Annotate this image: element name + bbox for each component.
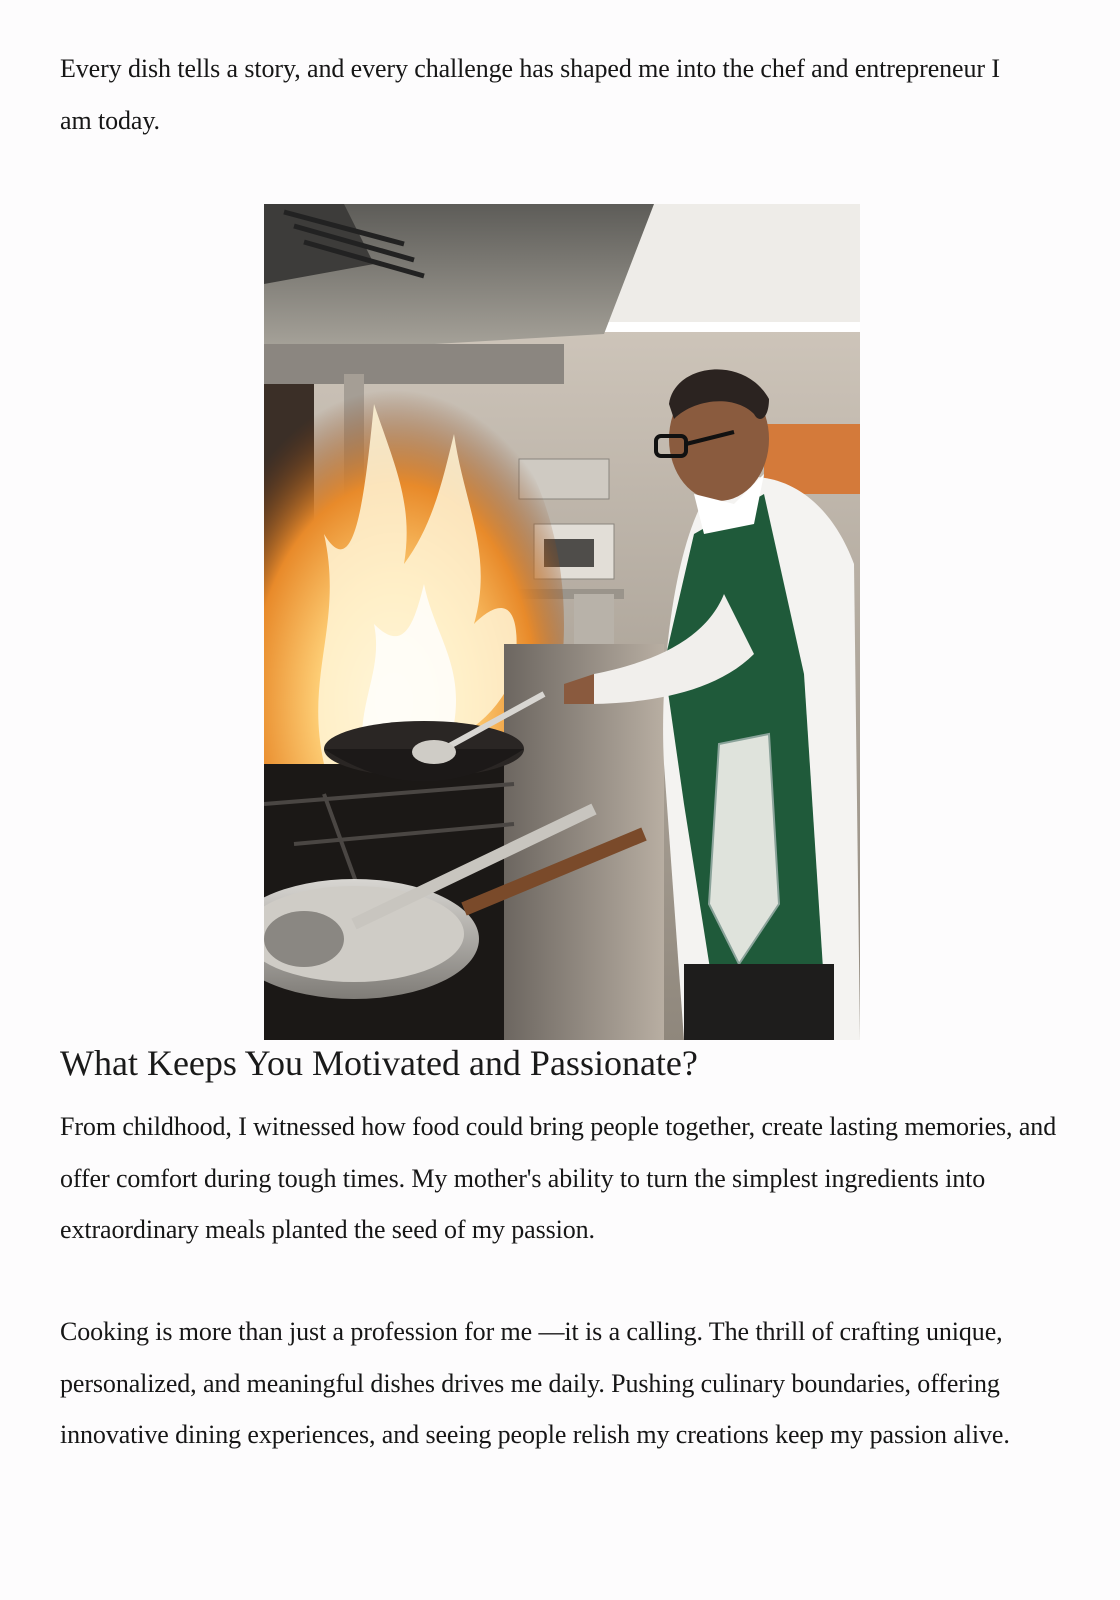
calling-paragraph: Cooking is more than just a profession for me —it is a calling. The thrill of crafting unique, personalized, and meaningful dishes drives me daily. Pushing culinary boundaries, offering innovative dining experiences, and seeing people relish my creations keep my passion alive.	[60, 1317, 1010, 1449]
intro-paragraph: Every dish tells a story, and every challenge has shaped me into the chef and entrepreneur I am today.	[60, 54, 1000, 135]
chef-cooking-photo	[264, 204, 860, 1040]
section-heading: What Keeps You Motivated and Passionate?	[60, 1043, 698, 1083]
motivation-paragraph: From childhood, I witnessed how food could bring people together, create lasting memories, and offer comfort during tough times. My mother's ability to turn the simplest ingredients into extraordinary meals planted the seed of my passion.	[60, 1112, 1057, 1244]
